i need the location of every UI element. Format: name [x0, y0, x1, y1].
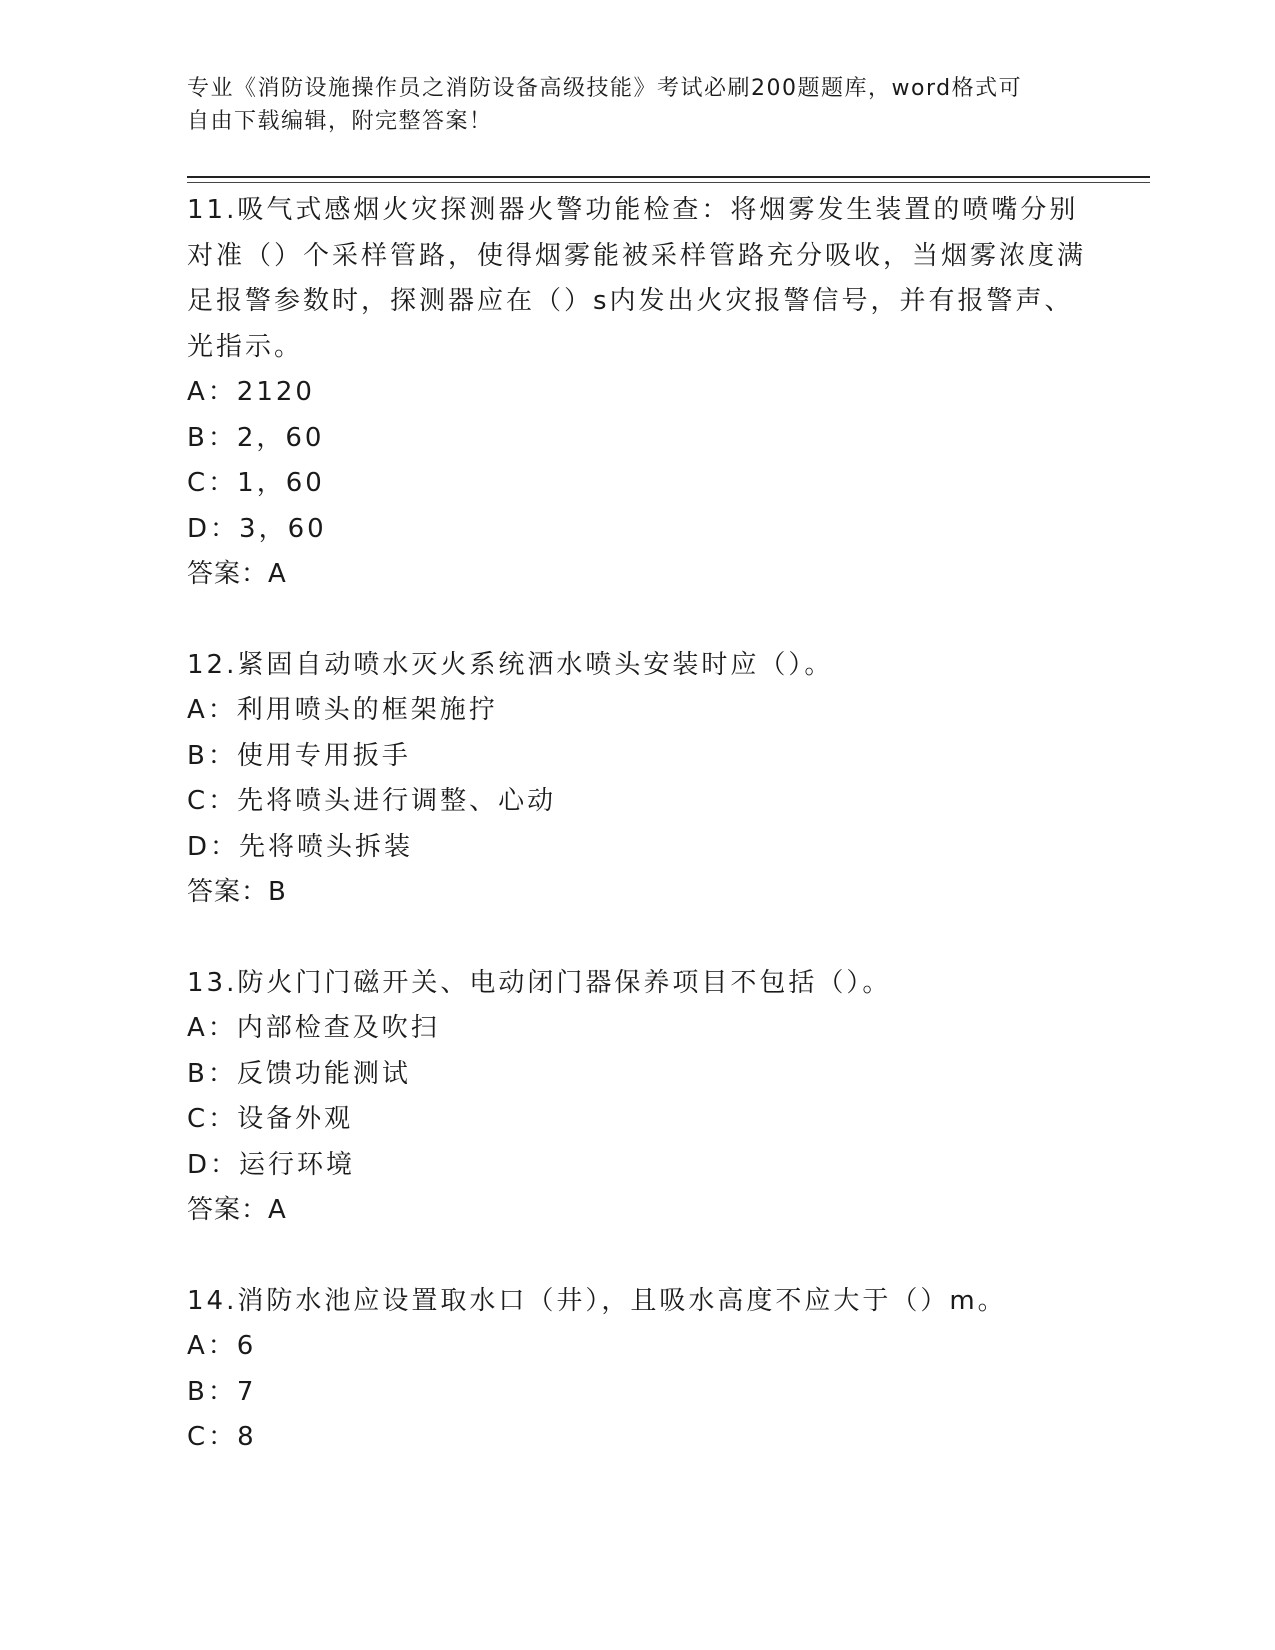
option-d	[187, 825, 1087, 871]
option-a	[187, 370, 1087, 416]
option-b	[187, 416, 1087, 462]
option-key: D：	[187, 1149, 240, 1180]
option-key: A：	[187, 1013, 237, 1043]
question-stem: 14.消防水池应设置取水口（井），且吸水高度不应大于（）m。	[187, 1285, 1007, 1316]
option-key: D：	[187, 831, 240, 862]
option-text: 2，60	[236, 422, 325, 453]
option-key: C：	[187, 786, 238, 816]
option-key: D：	[187, 513, 240, 544]
option-text: 运行环境	[239, 1149, 356, 1180]
option-text: 设备外观	[237, 1104, 354, 1134]
question-list	[187, 188, 1087, 1506]
option-c	[187, 1097, 1087, 1143]
header-line-1: 专业《消防设施操作员之消防设备高级技能》考试必刷200题题库，word格式可	[187, 76, 1023, 101]
option-text: 使用专用扳手	[236, 740, 411, 771]
option-key: C：	[187, 1422, 238, 1452]
option-text: 7	[236, 1376, 257, 1407]
option-key: C：	[187, 1104, 238, 1134]
option-text: 内部检查及吹扫	[236, 1013, 440, 1043]
option-text: 先将喷头拆装	[239, 831, 414, 862]
question-stem: 12.紧固自动喷水灭火系统洒水喷头安装时应（）。	[187, 649, 834, 680]
answer-line: 答案：A	[187, 559, 287, 589]
answer-line: 答案：B	[187, 877, 287, 907]
question-14	[187, 1279, 1087, 1461]
header-divider-thin	[187, 182, 1150, 183]
answer-line: 答案：A	[187, 1195, 287, 1225]
option-c	[187, 461, 1087, 507]
option-text: 2120	[236, 377, 315, 407]
option-key: A：	[187, 377, 237, 407]
option-b	[187, 734, 1087, 780]
option-a	[187, 1324, 1087, 1370]
question-13	[187, 961, 1087, 1234]
document-header	[187, 72, 1067, 138]
option-key: A：	[187, 695, 237, 725]
option-a	[187, 688, 1087, 734]
option-a	[187, 1006, 1087, 1052]
header-line-2: 自由下载编辑，附完整答案！	[187, 109, 493, 134]
option-b	[187, 1370, 1087, 1416]
header-divider-thick	[187, 176, 1150, 178]
option-key: B：	[187, 1058, 237, 1089]
question-stem: 11.吸气式感烟火灾探测器火警功能检查：将烟雾发生装置的喷嘴分别对准（）个采样管路，使得烟雾能被采样管路充分吸收，当烟雾浓度满足报警参数时，探测器应在（）s内发出火灾报警信号，并有报警声、光指示。	[187, 195, 1087, 362]
option-key: A：	[187, 1331, 237, 1361]
option-b	[187, 1052, 1087, 1098]
option-text: 反馈功能测试	[236, 1058, 411, 1089]
option-key: B：	[187, 740, 237, 771]
option-d	[187, 507, 1087, 553]
option-text: 3，60	[239, 513, 327, 544]
question-12	[187, 643, 1087, 916]
option-c	[187, 779, 1087, 825]
question-11	[187, 188, 1087, 598]
option-text: 先将喷头进行调整、心动	[237, 786, 557, 816]
option-text: 利用喷头的框架施拧	[236, 695, 498, 725]
question-stem: 13.防火门门磁开关、电动闭门器保养项目不包括（）。	[187, 967, 892, 998]
option-c	[187, 1415, 1087, 1461]
option-key: C：	[187, 468, 238, 498]
option-key: B：	[187, 1376, 237, 1407]
option-text: 6	[236, 1331, 257, 1361]
option-key: B：	[187, 422, 237, 453]
option-text: 1，60	[237, 468, 325, 498]
option-text: 8	[237, 1422, 257, 1452]
option-d	[187, 1143, 1087, 1189]
